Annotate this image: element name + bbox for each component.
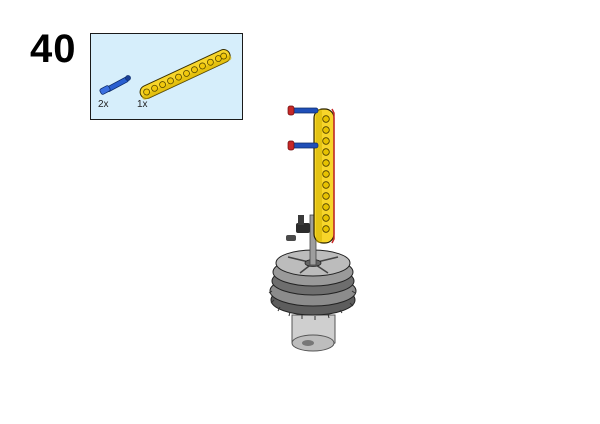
liftarm-quantity: 1x <box>137 99 148 110</box>
parts-callout-box <box>90 33 243 120</box>
blue-pin-top <box>288 106 318 115</box>
yellow-liftarm-vertical <box>314 109 334 243</box>
yellow-liftarm-11-icon <box>138 47 232 100</box>
blue-axle-pin-icon <box>99 75 130 95</box>
step-number: 40 <box>30 27 77 71</box>
lego-assembly-illustration <box>260 95 370 360</box>
pin-quantity: 2x <box>98 99 109 110</box>
grey-base-stand <box>292 315 335 351</box>
assembly-model <box>260 95 370 365</box>
